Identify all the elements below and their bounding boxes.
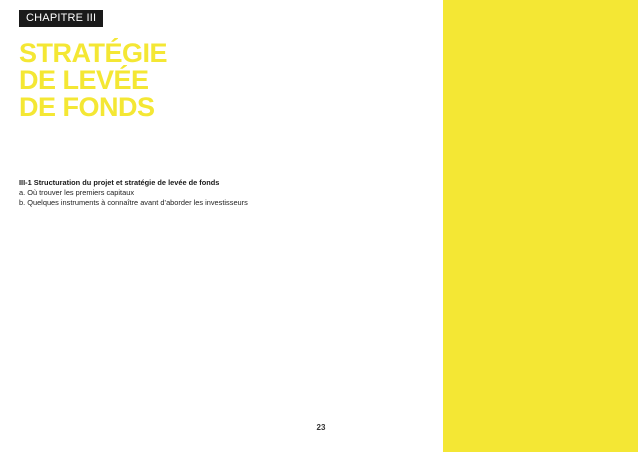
chapter-title-line: DE LEVÉE [19,65,149,95]
page-number: 23 [316,423,326,432]
chapter-title-line: STRATÉGIE [19,38,168,68]
yellow-side-panel [443,0,638,452]
chapter-label: CHAPITRE III [19,10,103,27]
toc-item: b. Quelques instruments à connaître avant d’aborder les investisseurs [19,198,248,207]
toc-item: a. Où trouver les premiers capitaux [19,188,135,197]
table-of-contents [19,178,248,208]
toc-section-heading: III-1 Structuration du projet et stratégie de levée de fonds [19,178,220,187]
chapter-title [19,40,167,121]
chapter-title-line: DE FONDS [19,92,155,122]
